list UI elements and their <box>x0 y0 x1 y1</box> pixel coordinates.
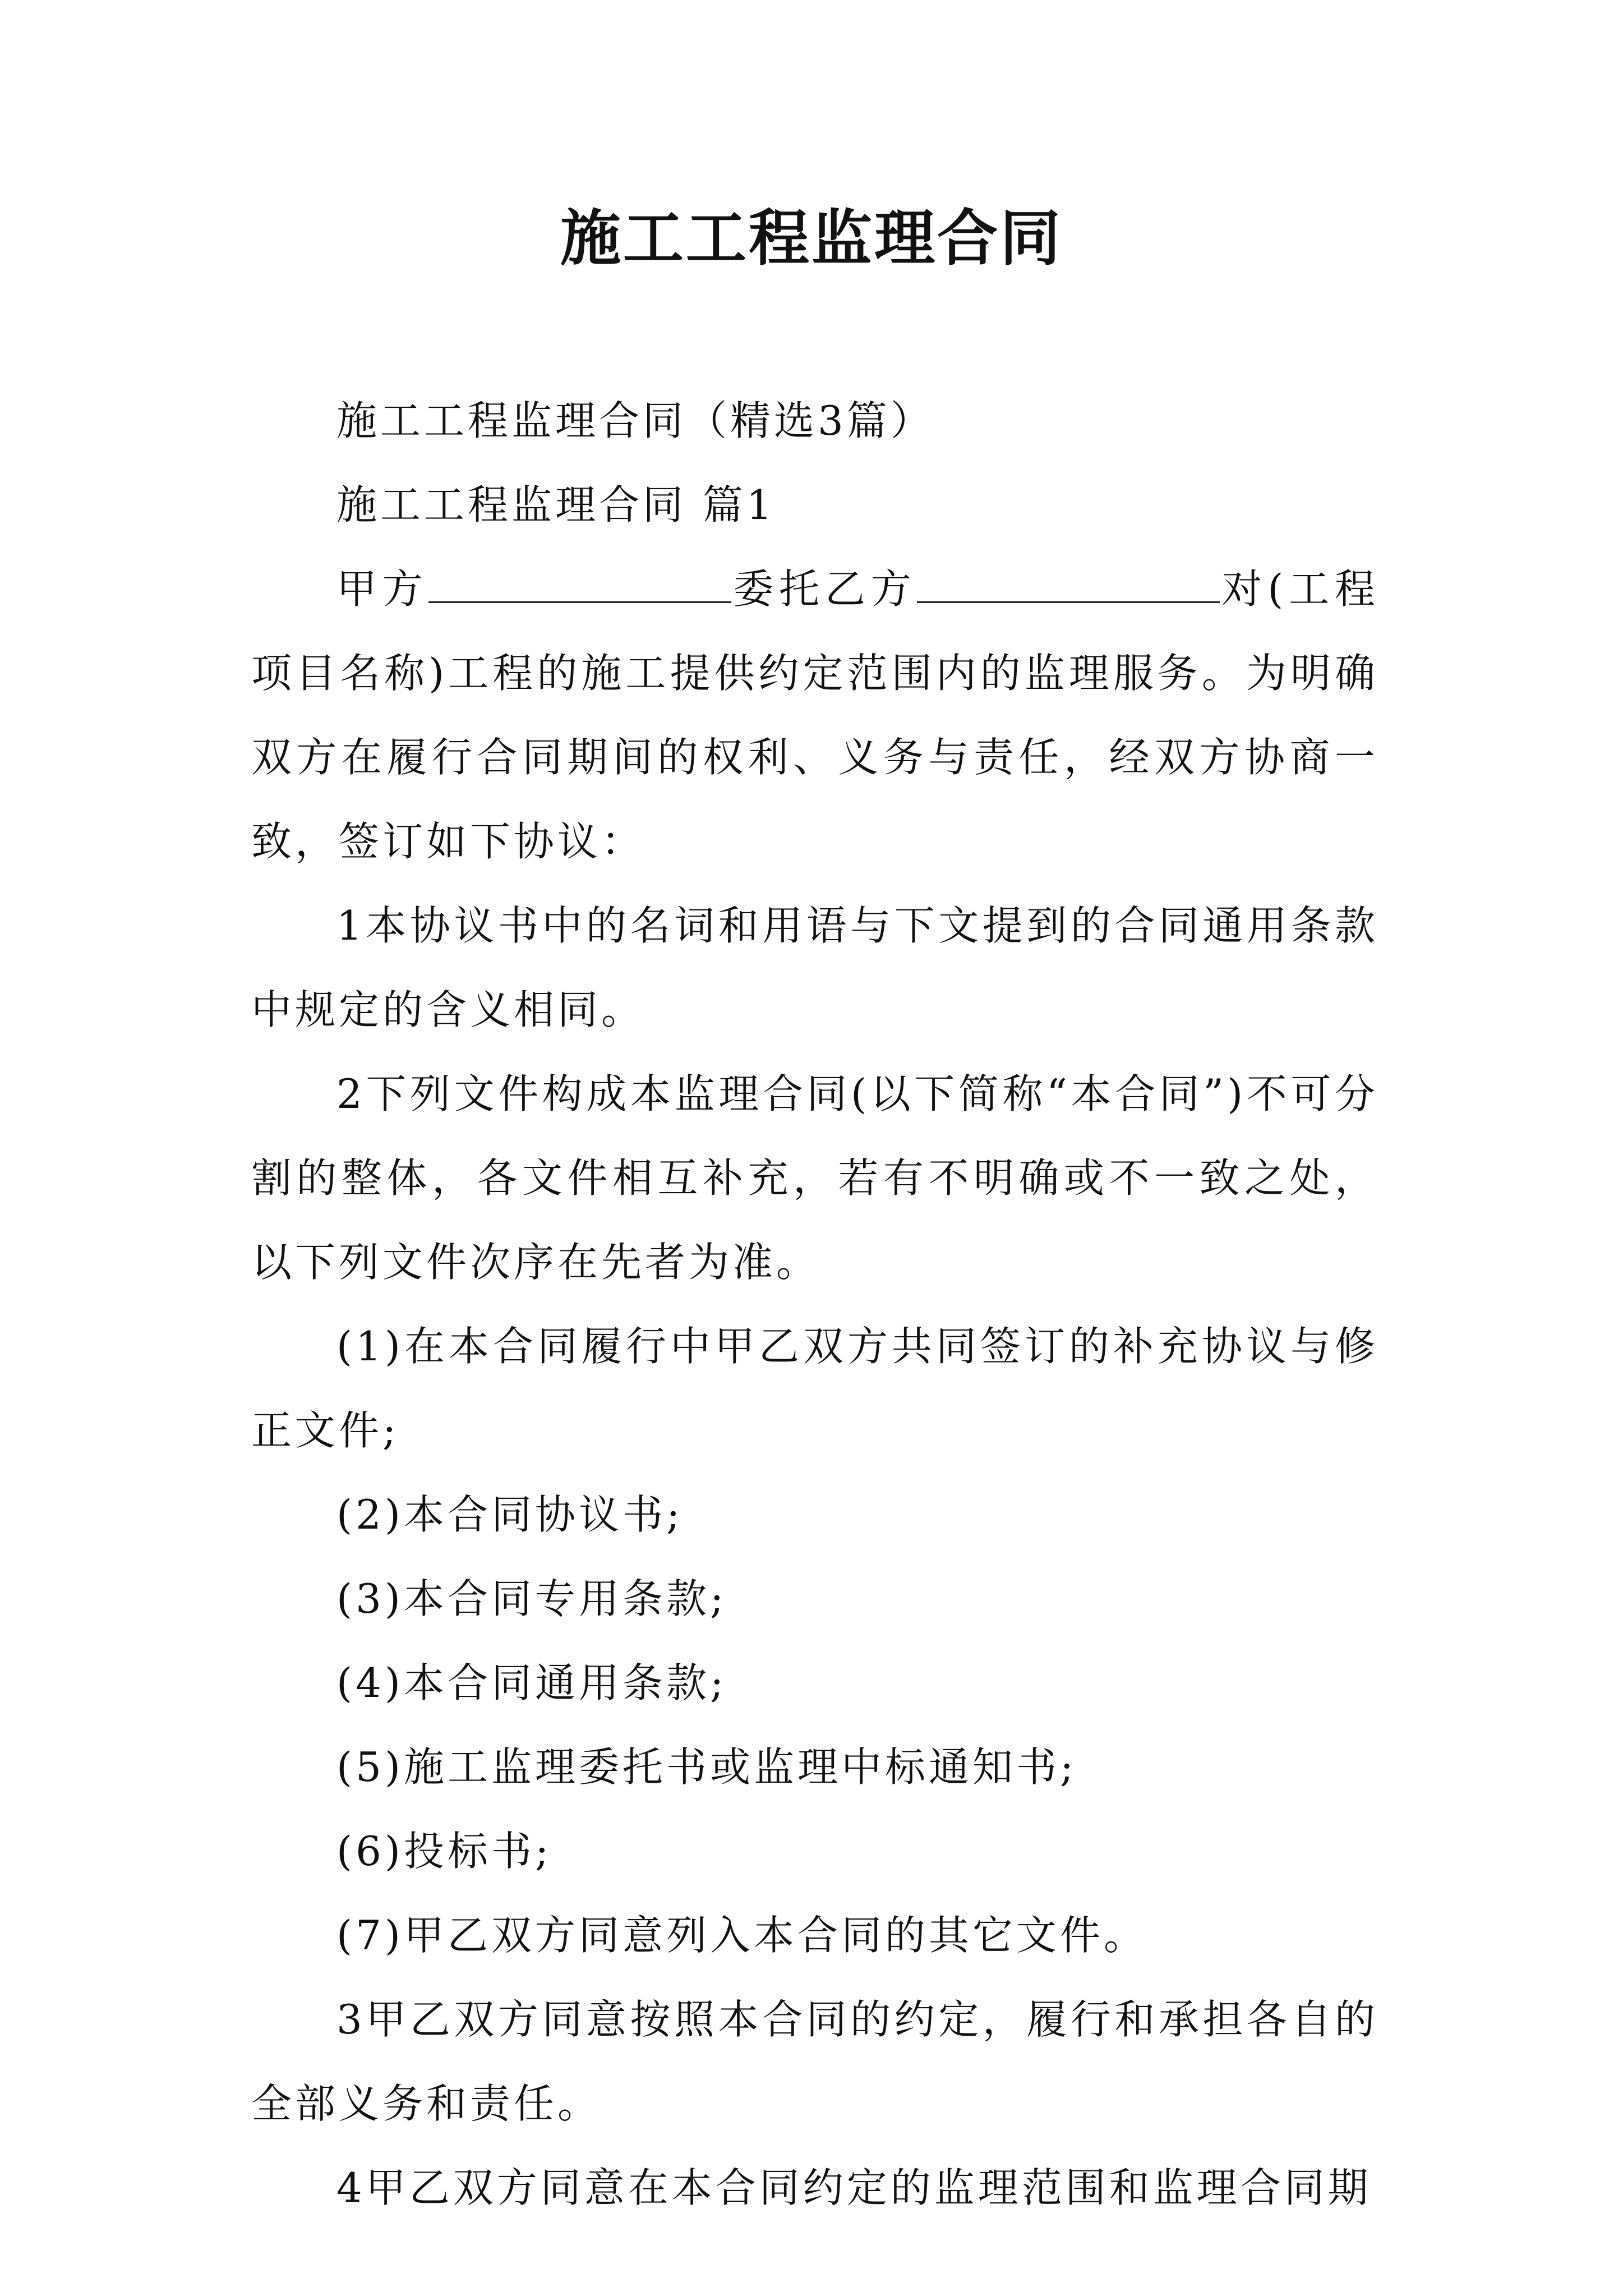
party-b-blank <box>917 568 1220 603</box>
document-body <box>251 379 1378 2230</box>
subtitle: 施工工程监理合同（精选3篇） <box>336 397 934 444</box>
list-item: (6)投标书; <box>336 1828 552 1875</box>
intro-rest: 对(工程项目名称)工程的施工提供约定范围内的监理服务。为明确双方在履行合同期间的权利、义务与责任，经双方协商一致，签订如下协议： <box>251 565 1378 865</box>
entrust-label: 委托乙方 <box>731 565 917 613</box>
clause-1: 1本协议书中的名词和用语与下文提到的合同通用条款中规定的含义相同。 <box>251 902 1378 1033</box>
party-a-blank <box>428 568 731 603</box>
list-item: (4)本合同通用条款; <box>336 1659 727 1706</box>
list-item: (1)在本合同履行中甲乙双方共同签订的补充协议与修正文件; <box>251 1323 1378 1454</box>
list-item: (5)施工监理委托书或监理中标通知书; <box>336 1743 1077 1791</box>
party-a-label: 甲方 <box>336 565 428 613</box>
list-item: (7)甲乙双方同意列入本合同的其它文件。 <box>336 1912 1147 1959</box>
list-item: (3)本合同专用条款; <box>336 1575 727 1622</box>
clause-2: 2下列文件构成本监理合同(以下简称“本合同”)不可分割的整体，各文件相互补充，若有不明确或不一致之处，以下列文件次序在先者为准。 <box>251 1070 1378 1286</box>
clause-3: 3甲乙双方同意按照本合同的约定，履行和承担各自的全部义务和责任。 <box>251 1996 1378 2127</box>
list-item: (2)本合同协议书; <box>336 1491 684 1538</box>
intro-paragraph <box>251 547 1378 884</box>
clause-4: 4甲乙双方同意在本合同约定的监理范围和监理合同期 <box>336 2164 1372 2211</box>
document-title: 施工工程监理合同 <box>560 203 1063 274</box>
section-heading: 施工工程监理合同 篇1 <box>336 481 776 528</box>
